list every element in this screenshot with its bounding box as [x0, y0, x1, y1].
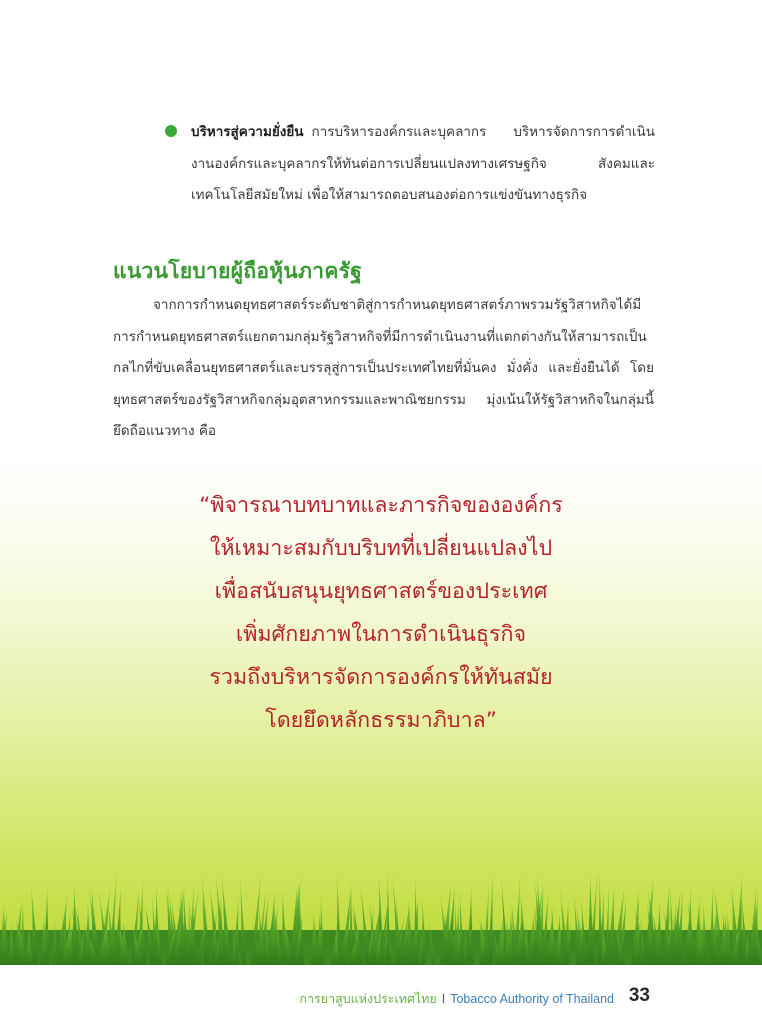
- footer-text: [299, 989, 614, 1009]
- bullet-dot-icon: [165, 125, 177, 137]
- body-paragraph: จากการกำหนดยุทธศาสตร์ระดับชาติสู่การกำหนดยุทธศาสตร์ภาพรวมรัฐวิสาหกิจได้มีการกำหนดยุทธศาสตร์แยกตามกลุ่มรัฐวิสาหกิจที่มีการดำเนินงานที่แตกต่างกันให้สามารถเป็นกลไกที่ขับเคลื่อนยุทธศาสตร์และบรรลุสู่การเป็นประเทศไทยที่มั่นคง มั่งคั่ง และยั่งยืนได้ โดยยุทธศาสตร์ของรัฐวิสาหกิจกลุ่มอุตสาหกรรมและพาณิชยกรรม มุ่งเน้นให้รัฐวิสาหกิจในกลุ่มนี้ยึดถือแนวทาง คือ: [113, 297, 654, 439]
- footer-org-english: Tobacco Authority of Thailand: [450, 992, 614, 1006]
- quote-line: ให้เหมาะสมกับบริบทที่เปลี่ยนแปลงไป: [209, 536, 553, 561]
- grass-blade: [466, 885, 474, 965]
- grass-blade: [459, 890, 464, 965]
- quote-line: เพื่อสนับสนุนยุทธศาสตร์ของประเทศ: [214, 579, 548, 604]
- bullet-item: [165, 117, 655, 212]
- section-heading: แนวนโยบายผู้ถือหุ้นภาครัฐ: [113, 259, 363, 283]
- policy-quote: [100, 484, 662, 742]
- quote-line: รวมถึงบริหารจัดการองค์กรให้ทันสมัย: [209, 665, 553, 690]
- page-number: 33: [628, 985, 650, 1006]
- bullet-text: [191, 117, 655, 212]
- quote-line: เพิ่มศักยภาพในการดำเนินธุรกิจ: [235, 622, 527, 647]
- bullet-title: บริหารสู่ความยั่งยืน: [191, 124, 304, 140]
- footer-org-thai: การยาสูบแห่งประเทศไทย: [299, 992, 437, 1006]
- grass-illustration: [0, 870, 762, 965]
- quote-line: “พิจารณาบทบาทและภารกิจขององค์กร: [199, 493, 563, 518]
- grass-blade: [598, 871, 603, 965]
- quote-line: โดยยึดหลักธรรมาภิบาล”: [265, 708, 497, 733]
- bullet-body: การบริหารองค์กรและบุคลากร บริหารจัดการการดำเนินงานองค์กรและบุคลากรให้ทันต่อการเปลี่ยนแปลงทางเศรษฐกิจ สังคมและเทคโนโลยีสมัยใหม่ เพื่อให้สามารถตอบสนองต่อการแข่งขันทางธุรกิจ: [191, 124, 655, 203]
- grass-blade: [183, 882, 188, 965]
- page-footer: [0, 965, 762, 1024]
- footer-separator: I: [441, 992, 446, 1006]
